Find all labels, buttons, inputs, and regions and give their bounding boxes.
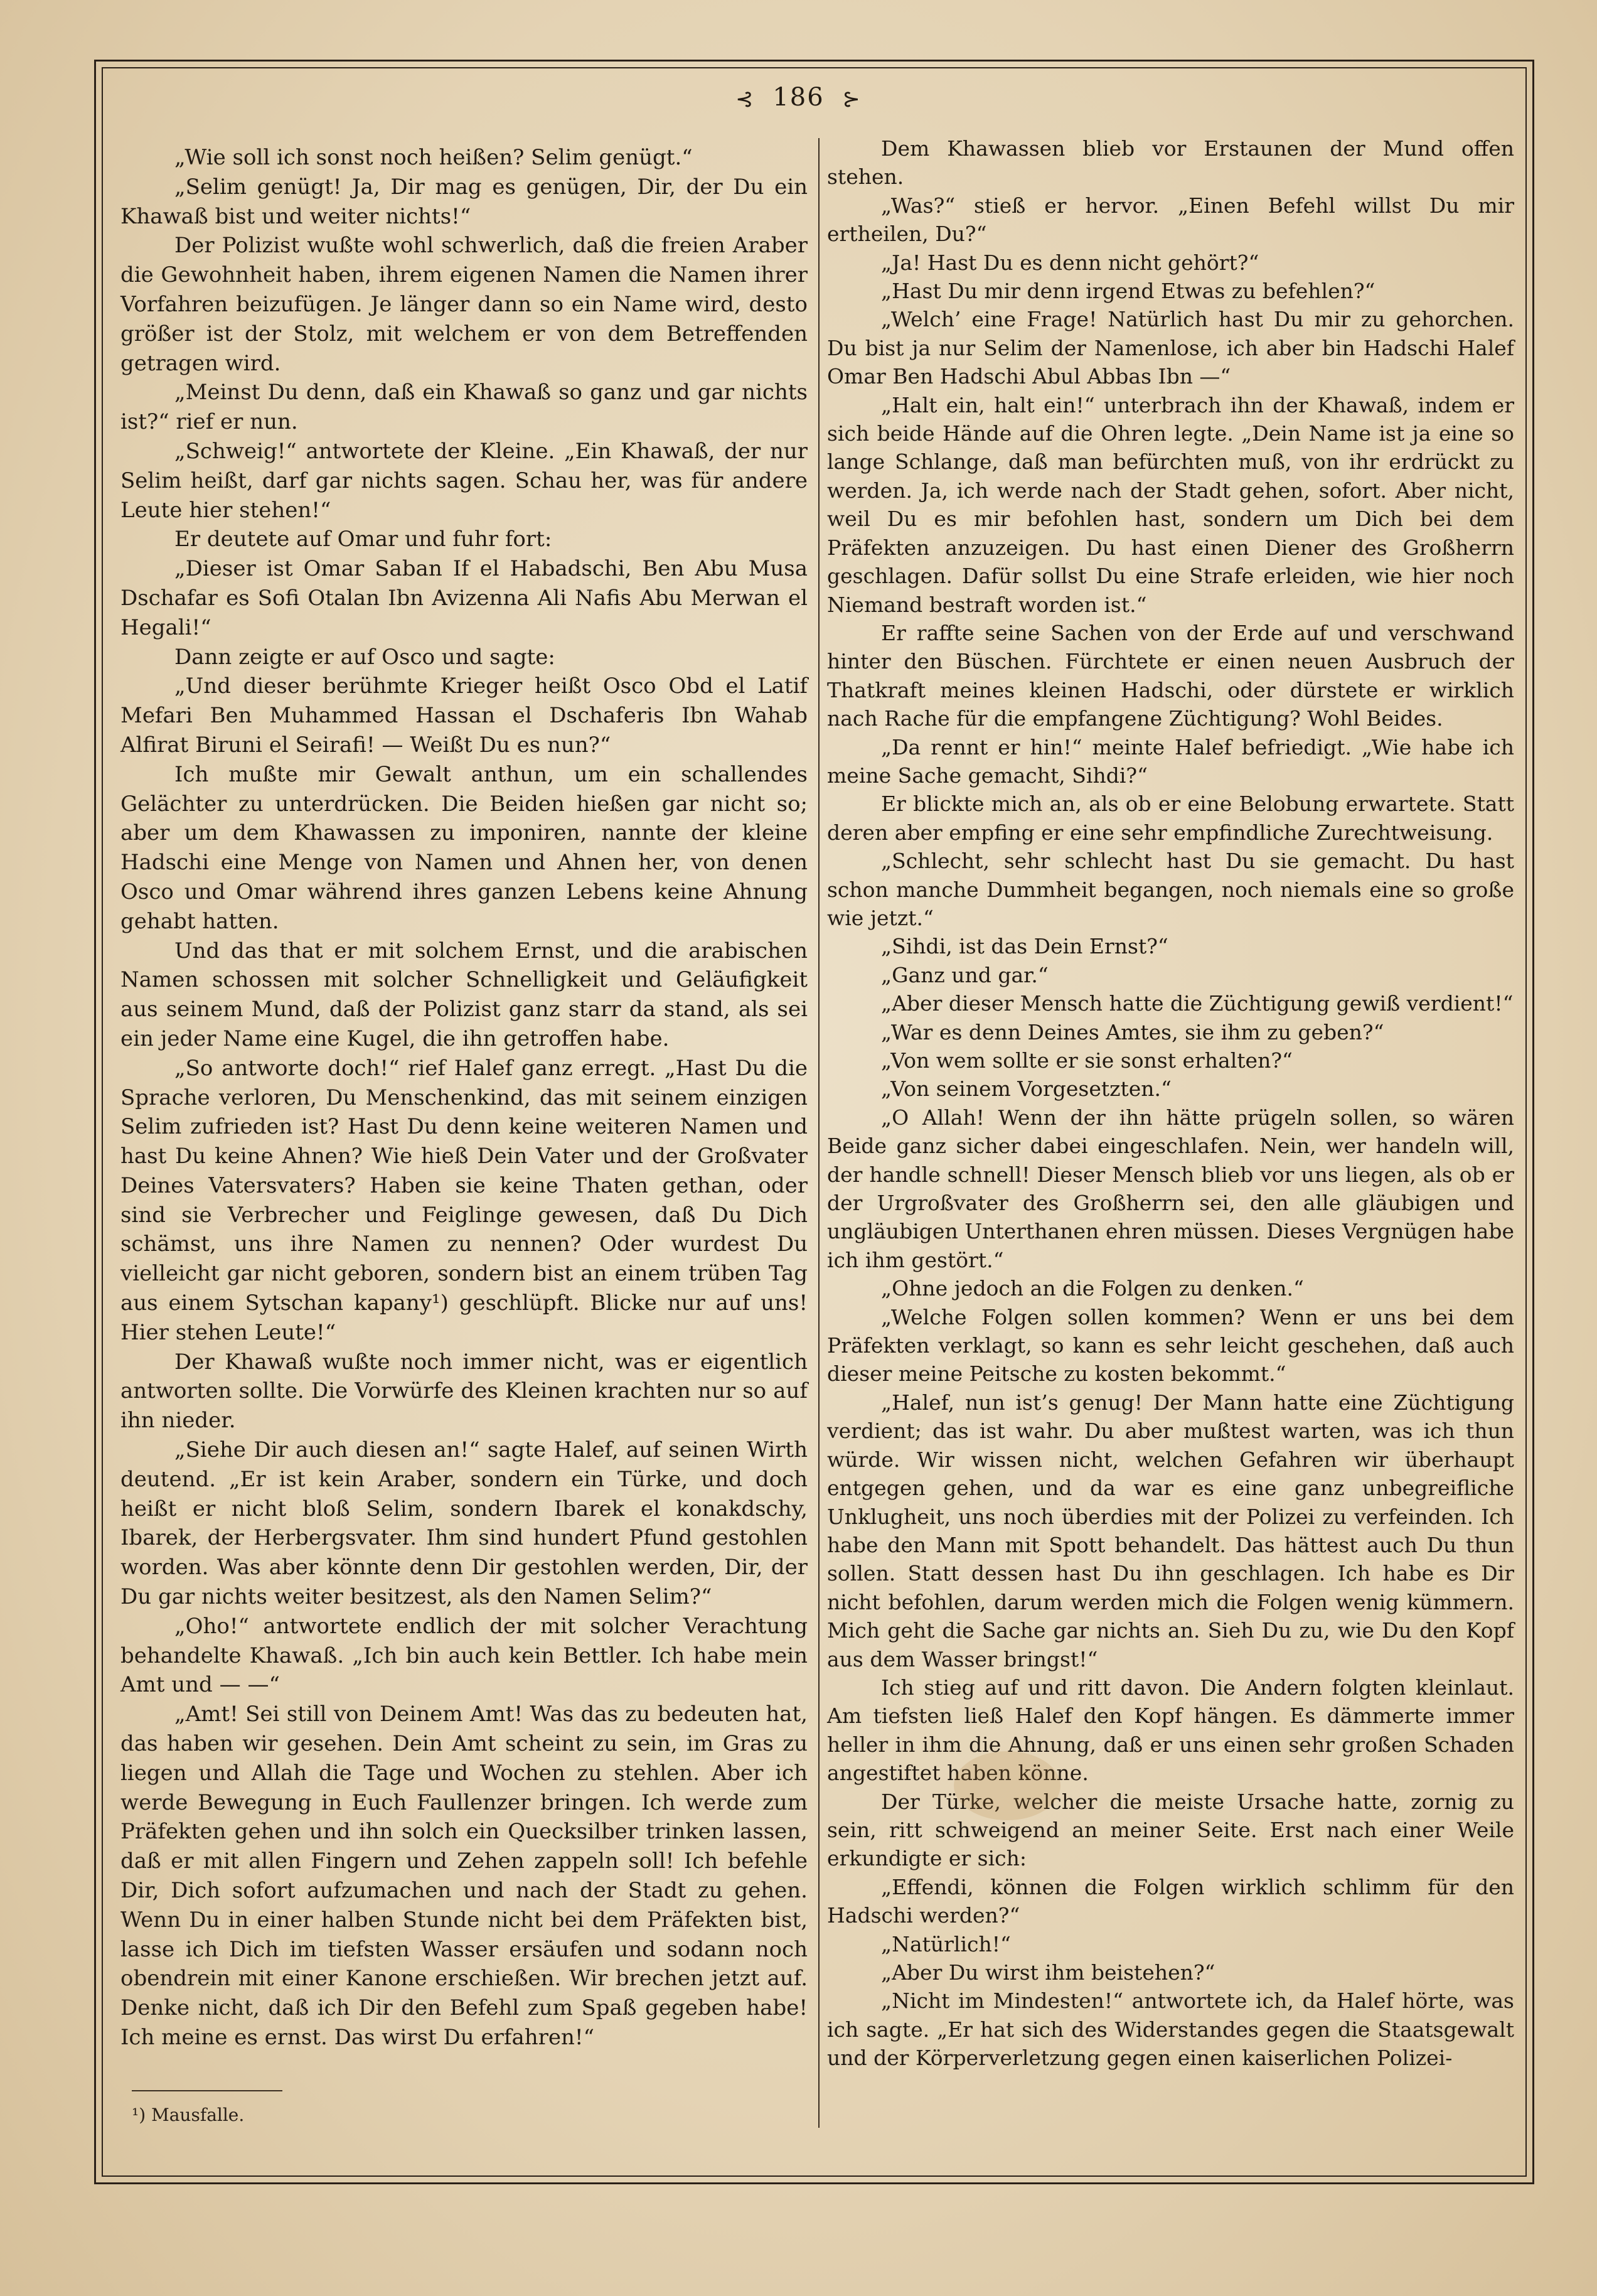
column-divider [818,138,820,2128]
paragraph: Der Polizist wußte wohl schwerlich, daß die freien Araber die Gewohnheit haben, ihrem eigenen Namen die Namen ihrer Vorfahren beizufügen. Je länger dann so ein Name wird, desto größer ist der Stolz, mit welchem er von dem Betreffenden getragen wird. [120,233,808,376]
paragraph: Er blickte mich an, als ob er eine Belobung erwartete. Statt deren aber empfing er eine sehr empfindliche Zurechtweisung. [827,791,1514,845]
paragraph: „Hast Du mir denn irgend Etwas zu befehlen?“ [881,279,1375,304]
paragraph: Ich mußte mir Gewalt anthun, um ein schallendes Gelächter zu unterdrücken. Die Beiden hießen gar nicht so; aber um dem Khawassen zu imponiren, nannte der kleine Hadschi eine Menge von Namen und Ahnen her, von denen Osco und Omar während ihres ganzen Lebens keine Ahnung gehabt hatten. [120,761,808,934]
paragraph: „Wie soll ich sonst noch heißen? Selim genügt.“ [174,145,693,170]
paragraph: „Von wem sollte er sie sonst erhalten?“ [881,1048,1293,1073]
paragraph: „Und dieser berühmte Krieger heißt Osco Obd el Latif Mefari Ben Muhammed Hassan el Dschaferis Ibn Wahab Alfirat Biruni el Seirafi! — Weißt Du es nun?“ [120,673,808,758]
paragraph: Er raffte seine Sachen von der Erde auf und verschwand hinter den Büschen. Fürchtete er einen neuen Ausbruch der Thatkraft meines kleinen Hadschi, oder dürstete er wirklich nach Rache für die empfangene Züchtigung? Wohl Beides. [827,620,1514,731]
paragraph: Er deutete auf Omar und fuhr fort: [174,527,552,552]
paragraph: Dem Khawassen blieb vor Erstaunen der Mund offen stehen. [827,136,1514,190]
paragraph: „Aber Du wirst ihm beistehen?“ [881,1960,1215,1985]
paragraph: „Schweig!“ antwortete der Kleine. „Ein Khawaß, der nur Selim heißt, darf gar nichts sagen. Schau her, was für andere Leute hier stehen!“ [120,438,808,523]
footnote-marker: ¹) [132,2105,146,2125]
paragraph: Ich stieg auf und ritt davon. Die Andern folgten kleinlaut. Am tiefsten ließ Halef den Kopf hängen. Es dämmerte immer heller in ihm die Ahnung, daß er uns einen sehr großen Schaden angestiftet haben könne. [827,1675,1514,1786]
paragraph: „Oho!“ antwortete endlich der mit solcher Verachtung behandelte Khawaß. „Ich bin auch kein Bettler. Ich habe mein Amt und — —“ [120,1613,808,1698]
paragraph: „Ohne jedoch an die Folgen zu denken.“ [881,1276,1304,1301]
footnote-rule [132,2090,282,2091]
paragraph: „Ja! Hast Du es denn nicht gehört?“ [881,250,1259,275]
ornament-left-icon: ⊰ [735,87,755,112]
paragraph: „Welche Folgen sollen kommen? Wenn er uns bei dem Präfekten verklagt, so kann es sehr leicht geschehen, daß auch dieser meine Peitsche zu kosten bekommt.“ [827,1304,1514,1387]
paragraph: „Effendi, können die Folgen wirklich schlimm für den Hadschi werden?“ [827,1874,1514,1928]
footnote-text: Mausfalle. [151,2105,245,2125]
page-number-header [0,83,1597,112]
paragraph: „Meinst Du denn, daß ein Khawaß so ganz und gar nichts ist?“ rief er nun. [120,380,808,435]
footnote [132,2104,244,2127]
paragraph: „Was?“ stieß er hervor. „Einen Befehl willst Du mir ertheilen, Du?“ [827,193,1514,247]
paragraph: „Selim genügt! Ja, Dir mag es genügen, Dir, der Du ein Khawaß bist und weiter nichts!“ [120,174,808,229]
text-column-left [120,143,808,2052]
paragraph: „Siehe Dir auch diesen an!“ sagte Halef, auf seinen Wirth deutend. „Er ist kein Araber, sondern ein Türke, und doch heißt er nicht bloß Selim, sondern Ibarek el konakdschy, Ibarek, der Herbergsvater. Ihm sind hundert Pfund gestohlen worden. Was aber könnte denn Dir gestohlen werden, Dir, der Du gar nichts weiter besitzest, als den Namen Selim?“ [120,1437,808,1610]
paragraph: Und das that er mit solchem Ernst, und die arabischen Namen schossen mit solcher Schnelligkeit und Geläufigkeit aus seinem Mund, daß der Polizist ganz starr da stand, als sei ein jeder Name eine Kugel, die ihn getroffen habe. [120,938,808,1051]
paragraph: „Nicht im Mindesten!“ antwortete ich, da Halef hörte, was ich sagte. „Er hat sich des Widerstandes gegen die Staatsgewalt und der Körperverletzung gegen einen kaiserlichen Polizei- [827,1988,1514,2071]
paragraph: „Ganz und gar.“ [881,962,1049,987]
paragraph: „Amt! Sei still von Deinem Amt! Was das zu bedeuten hat, das haben wir gesehen. Dein Amt scheint zu sein, im Gras zu liegen und Allah die Tage und Wochen zu stehlen. Aber ich werde Bewegung in Euch Faullenzer bringen. Ich werde zum Präfekten gehen und ihn solch ein Quecksilber trinken lassen, daß er mit allen Fingern und Zehen zappeln soll! Ich befehle Dir, Dich sofort aufzumachen und nach der Stadt zu gehen. Wenn Du in einer halben Stunde nicht bei dem Präfekten bist, lasse ich Dich im tiefsten Wasser ersäufen und sodann noch obendrein mit einer Kanone erschießen. Wir brechen jetzt auf. Denke nicht, daß ich Dir den Befehl zum Spaß gegeben habe! Ich meine es ernst. Das wirst Du erfahren!“ [120,1702,808,2050]
paragraph: „Natürlich!“ [881,1931,1011,1956]
paragraph: Der Türke, welcher die meiste Ursache hatte, zornig zu sein, ritt schweigend an meiner Seite. Erst nach einer Weile erkundigte er sich: [827,1789,1514,1871]
paragraph: „Von seinem Vorgesetzten.“ [881,1076,1172,1102]
paragraph: „Halt ein, halt ein!“ unterbrach ihn der Khawaß, indem er sich beide Hände auf die Ohren legte. „Dein Name ist ja eine so lange Schlange, daß man befürchten muß, von ihr erdrückt zu werden. Ja, ich werde nach der Stadt gehen, sofort. Aber nicht, weil Du es mir befohlen hast, sondern um Dich bei dem Präfekten anzuzeigen. Du hast einen Diener des Großherrn geschlagen. Dafür sollst Du eine Strafe erleiden, wie hier noch Niemand bestraft worden ist.“ [827,392,1514,617]
paragraph: „Halef, nun ist’s genug! Der Mann hatte eine Züchtigung verdient; das ist wahr. Du aber mußtest warten, was ich thun würde. Wir wissen nicht, welchen Gefahren wir überhaupt entgegen gehen, und da war es eine ganz unbegreifliche Unklugheit, uns noch überdies mit der Polizei zu verfeinden. Ich habe den Mann mit Spott behandelt. Das hättest auch Du thun sollen. Statt dessen hast Du ihn geschlagen. Ich habe es Dir nicht befohlen, darum werden mich die Folgen wenig kümmern. Mich geht die Sache gar nichts an. Sieh Du zu, wie Du den Kopf aus dem Wasser bringst!“ [827,1390,1514,1671]
paragraph: „Sihdi, ist das Dein Ernst?“ [881,934,1168,959]
paragraph: „Aber dieser Mensch hatte die Züchtigung gewiß verdient!“ [881,991,1514,1016]
paragraph: „Schlecht, sehr schlecht hast Du sie gemacht. Du hast schon manche Dummheit begangen, noch niemals eine so große wie jetzt.“ [827,849,1514,930]
ornament-right-icon: ⊱ [842,87,862,112]
paragraph: Dann zeigte er auf Osco und sagte: [174,644,555,670]
paper-stain [954,1751,1060,1820]
paragraph: „War es denn Deines Amtes, sie ihm zu geben?“ [881,1019,1384,1044]
page-number: 186 [772,83,825,112]
paragraph: „Welch’ eine Frage! Natürlich hast Du mir zu gehorchen. Du bist ja nur Selim der Namenlose, ich aber bin Hadschi Halef Omar Ben Hadschi Abul Abbas Ibn —“ [827,307,1514,389]
text-column-right [827,134,1514,2073]
paragraph: „Dieser ist Omar Saban If el Habadschi, Ben Abu Musa Dschafar es Sofi Otalan Ibn Avizenna Ali Nafis Abu Merwan el Hegali!“ [120,556,808,640]
paragraph: „So antworte doch!“ rief Halef ganz erregt. „Hast Du die Sprache verloren, Du Menschenkind, das mit seinem einzigen Selim zufrieden ist? Hast Du denn keine weiteren Namen und hast Du keine Ahnen? Wie hieß Dein Vater und der Großvater Deines Vatersvaters? Haben sie keine Thaten gethan, oder sind sie Verbrecher und Feiglinge gewesen, daß Du Dich schämst, uns ihre Namen zu nennen? Oder wurdest Du vielleicht gar nicht geboren, sondern bist an einem trüben Tag aus einem Sytschan kapany¹) geschlüpft. Blicke nur auf uns! Hier stehen Leute!“ [120,1055,808,1345]
paragraph: „Da rennt er hin!“ meinte Halef befriedigt. „Wie habe ich meine Sache gemacht, Sihdi?“ [827,734,1514,788]
paragraph: „O Allah! Wenn der ihn hätte prügeln sollen, so wären Beide ganz sicher dabei eingeschlafen. Nein, wer handeln will, der handle schnell! Dieser Mensch blieb vor uns liegen, als ob er der Urgroßvater des Großherrn sei, den alle gläubigen und ungläubigen Unterthanen ehren müssen. Dieses Vergnügen habe ich ihm gestört.“ [827,1105,1514,1272]
paragraph: Der Khawaß wußte noch immer nicht, was er eigentlich antworten sollte. Die Vorwürfe des Kleinen krachten nur so auf ihn nieder. [120,1349,808,1434]
